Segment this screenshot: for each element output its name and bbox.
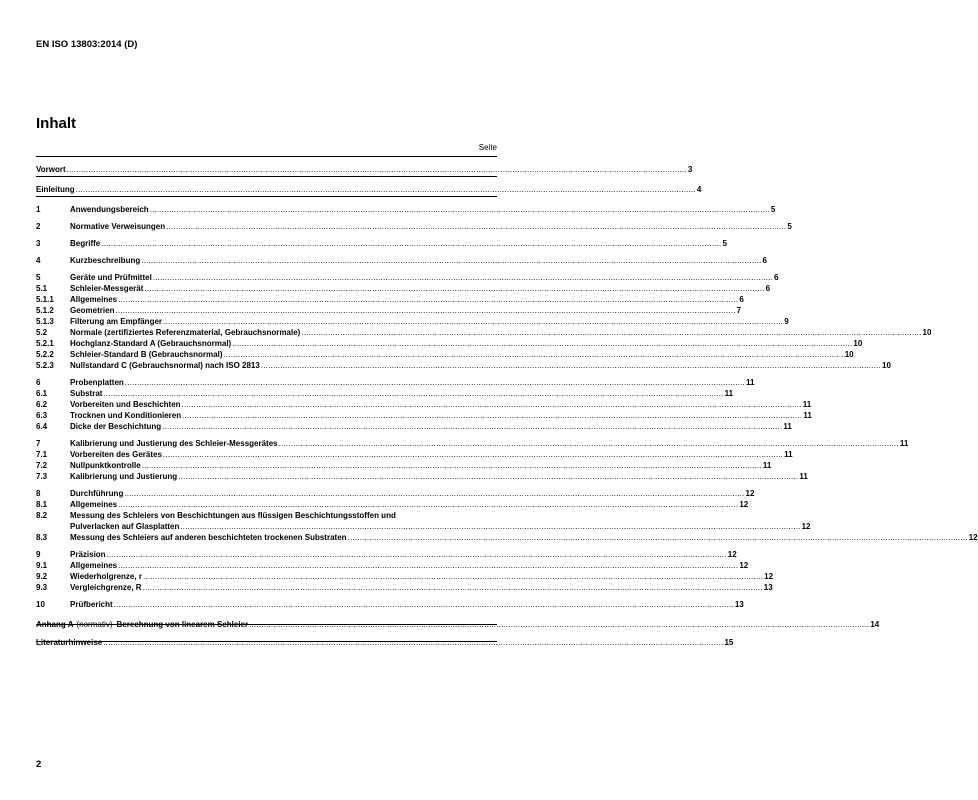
toc-entry-number: 8 (36, 489, 41, 498)
toc-entry-page: 13 (734, 600, 744, 609)
toc-entry-page: 12 (739, 500, 749, 509)
toc-entry-number: 6.4 (36, 422, 48, 431)
toc-leader (125, 377, 745, 388)
toc-entry-page: 12 (727, 550, 737, 559)
toc-leader (107, 549, 727, 560)
toc-entry-title: Vorbereiten des Gerätes (70, 450, 162, 459)
toc-entry-page: 13 (763, 583, 773, 592)
toc-leader (261, 360, 881, 371)
toc-entry-page: 11 (784, 450, 793, 459)
toc-entry-page: 11 (783, 422, 792, 431)
toc-entry-number: 6.2 (36, 400, 48, 409)
toc-entry-number: 5.2.1 (36, 339, 54, 348)
toc-entry-number: 10 (36, 600, 45, 609)
toc-entry-number: 5.1.3 (36, 317, 54, 326)
toc-entry-number: 5.2.3 (36, 361, 54, 370)
toc-entry[interactable] (36, 316, 789, 327)
toc-entry[interactable] (36, 619, 880, 630)
toc-entry-number: 7.1 (36, 450, 48, 459)
toc-entry[interactable] (36, 599, 744, 610)
toc-entry-title: Kalibrierung und Justierung (70, 472, 178, 481)
toc-leader (67, 164, 687, 175)
toc-entry[interactable] (36, 410, 812, 421)
toc-leader (223, 349, 843, 360)
toc-entry-annex-title: Berechnung von linearem Schleier (116, 620, 249, 629)
toc-entry[interactable] (36, 327, 932, 338)
toc-leader (182, 399, 802, 410)
page-number: 2 (36, 759, 42, 770)
toc-entry-page: 11 (899, 439, 909, 448)
toc-entry-page: 11 (724, 389, 734, 398)
toc-entry[interactable] (36, 421, 792, 432)
toc-entry[interactable] (36, 399, 812, 410)
toc-entry-title: Substrat (70, 389, 103, 398)
toc-entry-number: 7.2 (36, 461, 48, 470)
toc-entry-annex-type: (normativ) (76, 620, 113, 629)
toc-entry-page: 11 (799, 472, 808, 481)
toc-divider (36, 156, 497, 157)
toc-entry-title: Dicke der Beschichtung (70, 422, 162, 431)
toc-entry-number: 6.1 (36, 389, 48, 398)
toc-entry[interactable] (36, 349, 854, 360)
page-column-label: Seite (478, 143, 497, 152)
toc-entry-page: 9 (784, 317, 789, 326)
toc-entry-page: 6 (762, 256, 767, 265)
toc-leader (118, 499, 738, 510)
toc-entry-number: 7 (36, 439, 41, 448)
toc-entry[interactable] (36, 532, 978, 543)
toc-leader (150, 204, 770, 215)
toc-entry-page: 5 (770, 205, 776, 214)
toc-leader (101, 238, 721, 249)
toc-entry-page: 12 (745, 489, 755, 498)
toc-leader (162, 421, 782, 432)
toc-entry-number: 5 (36, 273, 41, 282)
page-title: Inhalt (36, 115, 76, 132)
toc-leader (118, 294, 738, 305)
toc-entry-number: 5.2.2 (36, 350, 54, 359)
toc-entry-page: 6 (765, 284, 771, 293)
toc-leader (103, 637, 723, 648)
toc-entry-number: 5.1.2 (36, 306, 54, 315)
toc-leader (124, 488, 744, 499)
toc-entry-title: Prüfbericht (70, 600, 113, 609)
toc-entry-title: Trocknen und Konditionieren (70, 411, 182, 420)
toc-entry[interactable] (36, 637, 734, 648)
toc-entry-page: 12 (968, 533, 978, 542)
toc-leader (249, 619, 869, 630)
toc-entry-number: 4 (36, 256, 41, 265)
toc-entry-title: Kurzbeschreibung (70, 256, 141, 265)
toc-leader (143, 571, 763, 582)
toc-entry[interactable] (36, 449, 793, 460)
toc-entry-title: Allgemeines (70, 561, 118, 570)
toc-entry-title: Allgemeines (70, 500, 118, 509)
toc-entry-title: Vorwort (36, 165, 66, 174)
toc-entry-title: Anwendungsbereich (70, 205, 149, 214)
toc-entry[interactable] (36, 582, 773, 593)
toc-entry-title: Probenplatten (70, 378, 124, 387)
toc-entry-number: 8.3 (36, 533, 48, 542)
toc-entry-number: 8.1 (36, 500, 48, 509)
toc-entry-number: 9 (36, 550, 41, 559)
toc-entry-title: Filterung am Empfänger (70, 317, 163, 326)
toc-leader (76, 184, 696, 195)
toc-entry-number: 5.2 (36, 328, 48, 337)
toc-entry-title: Normale (zertifiziertes Referenzmaterial, Gebrauchsnormale) (70, 328, 301, 337)
toc-entry[interactable] (36, 510, 811, 532)
toc-entry[interactable] (36, 488, 755, 499)
toc-entry-title-continued: Pulverlacken auf Glasplatten (70, 522, 180, 531)
toc-entry-page: 11 (762, 461, 772, 470)
toc-entry[interactable] (36, 272, 779, 283)
toc-entry-page: 6 (739, 295, 744, 304)
toc-entry-page: 10 (922, 328, 932, 337)
toc-entry-title: Wiederholgrenze, r (70, 572, 142, 581)
toc-entry[interactable] (36, 238, 727, 249)
toc-entry-page: 12 (801, 522, 811, 531)
toc-entry-title: Messung des Schleiers von Beschichtungen aus flüssigen Beschichtungsstoffen und (70, 511, 396, 520)
toc-entry[interactable] (36, 255, 767, 266)
toc-entry-page: 14 (870, 620, 880, 629)
toc-entry-number: 8.2 (36, 511, 48, 520)
toc-entry-title: Messung des Schleiers auf anderen beschichteten trockenen Substraten (70, 533, 347, 542)
toc-leader (348, 532, 968, 543)
toc-entry-title: Vorbereiten und Beschichten (70, 400, 181, 409)
toc-leader (166, 221, 786, 232)
toc-entry-page: 4 (696, 185, 702, 194)
toc-entry-page: 10 (844, 350, 854, 359)
toc-leader (114, 599, 734, 610)
toc-entry-number: 7.3 (36, 472, 48, 481)
toc-entry-page: 5 (722, 239, 727, 248)
toc-entry-title: Durchführung (70, 489, 124, 498)
toc-entry[interactable] (36, 294, 744, 305)
toc-entry[interactable] (36, 305, 742, 316)
toc-entry[interactable] (36, 221, 792, 232)
toc-entry[interactable] (36, 204, 776, 215)
toc-entry-title: Normative Verweisungen (70, 222, 166, 231)
toc-leader (115, 305, 735, 316)
toc-entry-number: 9.3 (36, 583, 48, 592)
toc-entry[interactable] (36, 560, 749, 571)
toc-entry-title: Schleier-Standard B (Gebrauchsnormal) (70, 350, 223, 359)
toc-entry[interactable] (36, 360, 891, 371)
toc-entry-title: Literaturhinweise (36, 638, 103, 647)
toc-leader (178, 471, 798, 482)
toc-entry-title: Schleier-Messgerät (70, 284, 144, 293)
toc-entry[interactable] (36, 377, 755, 388)
toc-leader (163, 449, 783, 460)
toc-entry-number: 6 (36, 378, 41, 387)
toc-entry-title: Einleitung (36, 185, 75, 194)
toc-entry-title: Begriffe (70, 239, 101, 248)
toc-entry[interactable] (36, 184, 702, 195)
toc-entry[interactable] (36, 460, 772, 471)
toc-entry-title: Anhang A (36, 620, 74, 629)
toc-entry-title: Vergleichgrenze, R (70, 583, 142, 592)
toc-entry-title: Präzision (70, 550, 106, 559)
toc-entry-page: 7 (736, 306, 742, 315)
toc-entry[interactable] (36, 571, 774, 582)
toc-entry[interactable] (36, 338, 863, 349)
table-of-contents (36, 161, 978, 648)
toc-leader (143, 582, 763, 593)
toc-entry-title: Hochglanz-Standard A (Gebrauchsnormal) (70, 339, 232, 348)
toc-entry-number: 9.1 (36, 561, 48, 570)
toc-entry[interactable] (36, 164, 693, 175)
toc-entry-title: Geräte und Prüfmittel (70, 273, 152, 282)
toc-entry-page: 3 (687, 165, 693, 174)
toc-leader (153, 272, 773, 283)
toc-entry[interactable] (36, 283, 771, 294)
toc-entry-page: 11 (803, 411, 812, 420)
toc-entry-title: Nullpunktkontrolle (70, 461, 141, 470)
toc-entry-page: 10 (853, 339, 863, 348)
toc-leader (118, 560, 738, 571)
toc-entry-page: 5 (787, 222, 792, 231)
toc-leader (103, 388, 723, 399)
toc-entry-number: 3 (36, 239, 41, 248)
toc-entry-number: 6.3 (36, 411, 48, 420)
toc-entry-number: 2 (36, 222, 41, 231)
toc-leader (163, 316, 783, 327)
toc-entry-page: 6 (774, 273, 779, 282)
toc-entry-page: 12 (764, 572, 774, 581)
toc-leader (144, 283, 764, 294)
toc-entry[interactable] (36, 549, 737, 560)
toc-entry-title: Allgemeines (70, 295, 118, 304)
toc-leader (301, 327, 921, 338)
toc-entry-number: 5.1.1 (36, 295, 54, 304)
toc-leader (142, 460, 762, 471)
toc-entry-number: 9.2 (36, 572, 48, 581)
toc-entry-page: 12 (739, 561, 749, 570)
toc-entry-title: Geometrien (70, 306, 115, 315)
toc-leader (182, 410, 802, 421)
toc-entry[interactable] (36, 499, 749, 510)
toc-leader (180, 521, 800, 532)
toc-entry-number: 1 (36, 205, 41, 214)
toc-leader (141, 255, 761, 266)
toc-leader (232, 338, 852, 349)
toc-entry-title: Kalibrierung und Justierung des Schleier-Messgerätes (70, 439, 278, 448)
toc-entry[interactable] (36, 388, 734, 399)
toc-entry-page: 10 (882, 361, 891, 370)
document-header: EN ISO 13803:2014 (D) (36, 39, 138, 50)
toc-leader (279, 438, 899, 449)
toc-entry-page: 11 (745, 378, 755, 387)
toc-entry-number: 5.1 (36, 284, 48, 293)
toc-entry-page: 15 (724, 638, 734, 647)
toc-entry[interactable] (36, 438, 909, 449)
toc-entry[interactable] (36, 471, 808, 482)
toc-entry-page: 11 (802, 400, 812, 409)
toc-entry-title: Nullstandard C (Gebrauchsnormal) nach ISO 2813 (70, 361, 260, 370)
